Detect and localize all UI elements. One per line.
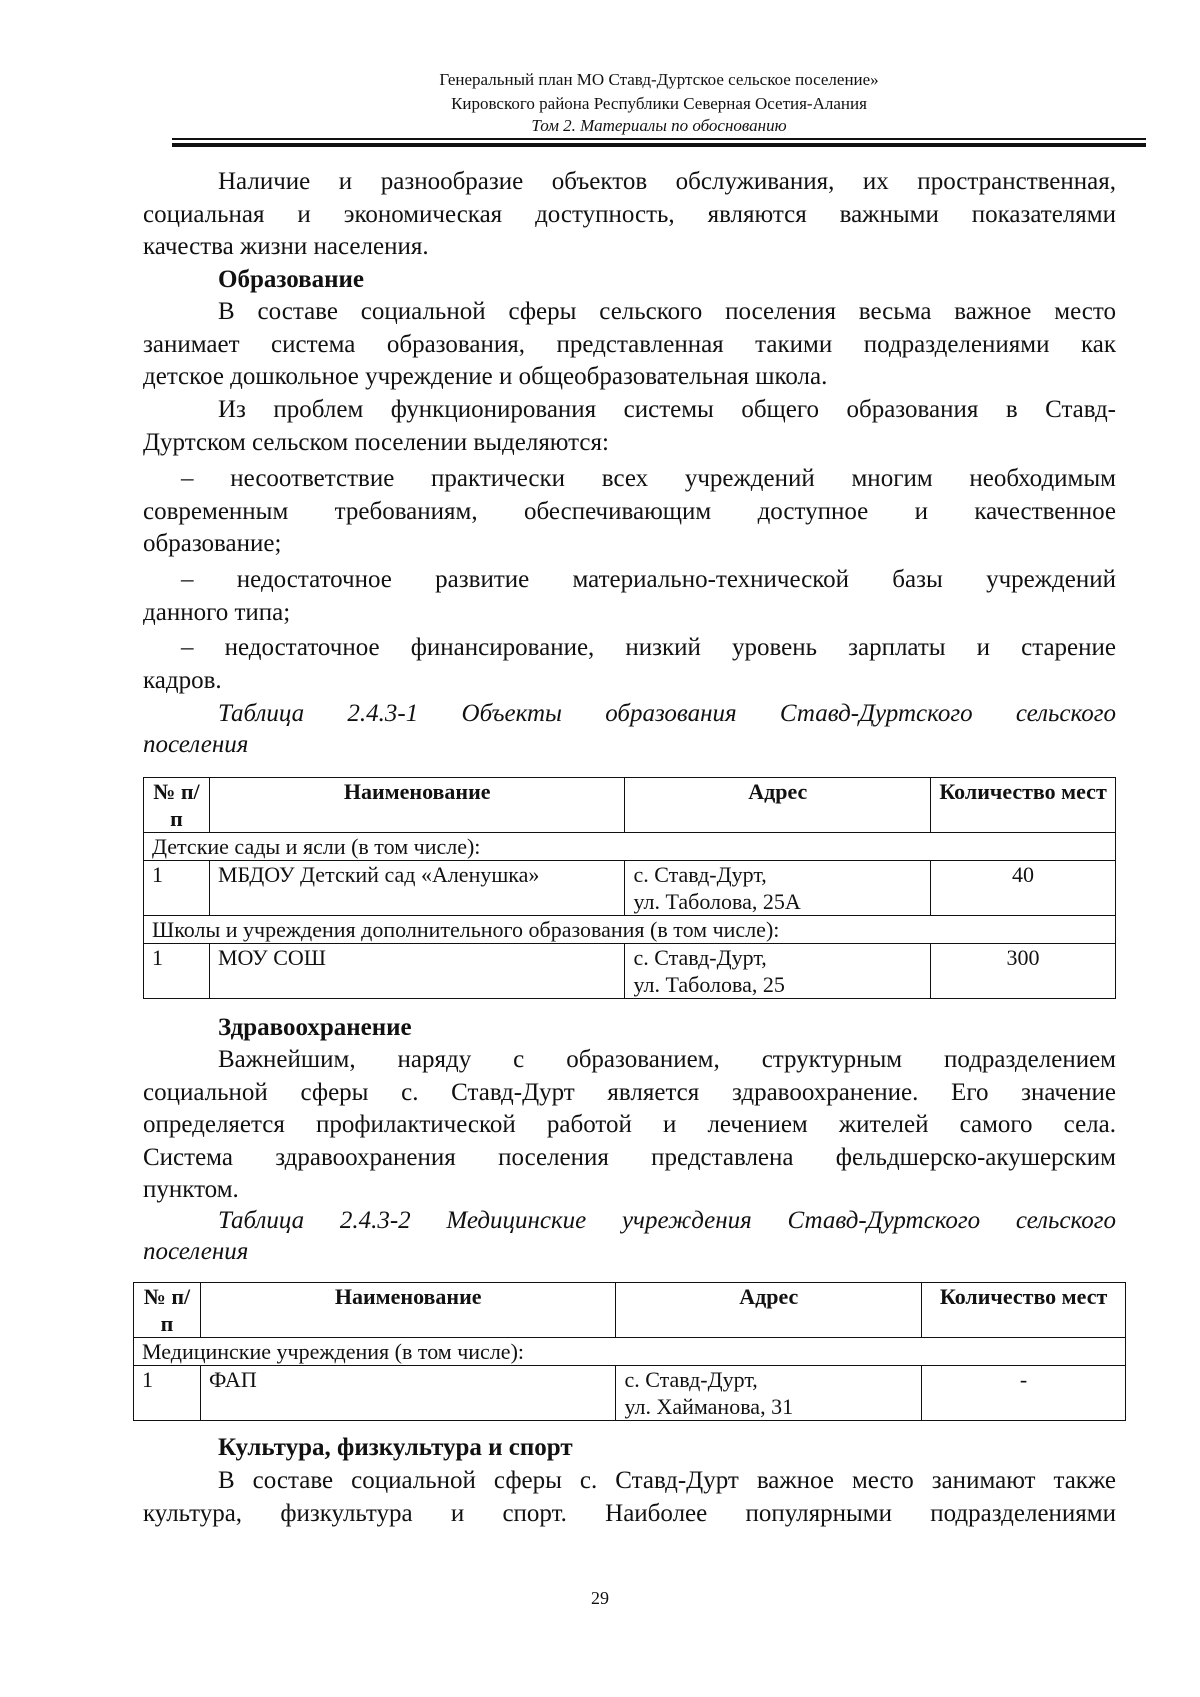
table2-caption	[143, 1205, 1116, 1267]
table-row	[144, 944, 1116, 999]
medical-table	[133, 1282, 1126, 1421]
education-bullet-3	[143, 632, 1116, 697]
address-line: с. Ставд-Дурт,	[624, 1367, 758, 1392]
col-header-capacity: Количество мест	[931, 778, 1116, 833]
cell-name: ФАП	[200, 1366, 616, 1421]
text-line: социальной сферы с. Ставд-Дурт является здравоохранение. Его значение	[143, 1078, 1116, 1106]
address-line: ул. Таболова, 25	[633, 972, 785, 997]
heading-education: Образование	[218, 266, 365, 293]
text-line: Система здравоохранения поселения представлена фельдшерско-акушерским	[143, 1143, 1116, 1171]
table-row	[144, 861, 1116, 916]
heading-culture: Культура, физкультура и спорт	[218, 1434, 573, 1461]
education-bullet-1	[143, 463, 1116, 561]
col-header-name: Наименование	[209, 778, 625, 833]
address-line: с. Ставд-Дурт,	[633, 945, 767, 970]
text-line: – недостаточное развитие материально-технической базы учреждений	[181, 566, 1116, 593]
address-line: ул. Хайманова, 31	[624, 1394, 794, 1419]
header-title: Генеральный план МО Ставд-Дуртское сельское поселение»	[439, 70, 879, 89]
cell-address	[625, 861, 931, 916]
text-line: Таблица 2.4.3-1 Объекты образования Ставд-Дуртского сельского	[218, 700, 1116, 727]
text-line: кадров.	[143, 666, 222, 694]
cell-num: 1	[144, 861, 210, 916]
text-line: Важнейшим, наряду с образованием, структурным подразделением	[218, 1046, 1116, 1073]
page-number: 29	[591, 1588, 609, 1608]
text-line: современным требованиям, обеспечивающим доступное и качественное	[143, 497, 1116, 525]
text-line: определяется профилактической работой и лечением жителей самого села.	[143, 1111, 1116, 1138]
text-line: В составе социальной сферы сельского поселения весьма важное место	[218, 298, 1116, 325]
cell-capacity: 300	[931, 944, 1116, 999]
col-header-address: Адрес	[616, 1283, 922, 1338]
health-paragraph	[143, 1044, 1116, 1207]
group-label: Школы и учреждения дополнительного образования (в том числе):	[144, 916, 1116, 944]
text-line: В составе социальной сферы с. Ставд-Дурт важное место занимают также	[218, 1467, 1116, 1494]
text-line: – недостаточное финансирование, низкий уровень зарплаты и старение	[181, 634, 1116, 661]
text-line: – несоответствие практически всех учреждений многим необходимым	[181, 465, 1116, 492]
culture-paragraph	[143, 1465, 1116, 1530]
table1-caption	[143, 698, 1116, 760]
cell-capacity: -	[922, 1366, 1126, 1421]
table-row	[134, 1366, 1126, 1421]
text-line: качества жизни населения.	[143, 233, 429, 260]
cell-address	[625, 944, 931, 999]
text-line: образование;	[143, 530, 282, 557]
col-header-name: Наименование	[200, 1283, 616, 1338]
text-line: социальная и экономическая доступность, являются важными показателями	[143, 200, 1116, 228]
cell-capacity: 40	[931, 861, 1116, 916]
text-line: детское дошкольное учреждение и общеобразовательная школа.	[143, 363, 828, 390]
text-line: Дуртском сельском поселении выделяются:	[143, 428, 609, 456]
cell-num: 1	[144, 944, 210, 999]
text-line: культура, физкультура и спорт. Наиболее популярными подразделениями	[143, 1499, 1116, 1527]
text-line: Из проблем функционирования системы общего образования в Ставд-	[218, 396, 1116, 423]
cell-address	[616, 1366, 922, 1421]
education-table	[143, 777, 1116, 999]
education-bullet-2	[143, 564, 1116, 629]
text-line: пунктом.	[143, 1176, 239, 1203]
cell-name: МБДОУ Детский сад «Аленушка»	[209, 861, 625, 916]
col-header-address: Адрес	[625, 778, 931, 833]
heading-health: Здравоохранение	[218, 1014, 412, 1041]
education-paragraph-2	[143, 394, 1116, 459]
intro-paragraph	[143, 166, 1116, 264]
col-header-num: № п/п	[134, 1283, 201, 1338]
text-line: Наличие и разнообразие объектов обслуживания, их пространственная,	[218, 168, 1116, 195]
address-line: с. Ставд-Дурт,	[633, 862, 767, 887]
col-header-capacity: Количество мест	[922, 1283, 1126, 1338]
text-line: занимает система образования, представленная такими подразделениями как	[143, 330, 1116, 358]
cell-num: 1	[134, 1366, 201, 1421]
table-group-row	[144, 833, 1116, 861]
group-label: Детские сады и ясли (в том числе):	[144, 833, 1116, 861]
table-group-row	[134, 1338, 1126, 1366]
address-line: ул. Таболова, 25А	[633, 889, 801, 914]
text-line: поселения	[143, 1238, 249, 1265]
header-volume: Том 2. Материалы по обоснованию	[531, 116, 787, 135]
col-header-num: № п/п	[144, 778, 210, 833]
education-paragraph-1	[143, 296, 1116, 394]
table-group-row	[144, 916, 1116, 944]
header-rule-thin	[172, 138, 1146, 140]
text-line: поселения	[143, 731, 249, 758]
cell-name: МОУ СОШ	[209, 944, 625, 999]
header-rule-thick	[172, 143, 1146, 147]
text-line: Таблица 2.4.3-2 Медицинские учреждения Ставд-Дуртского сельского	[218, 1207, 1116, 1234]
group-label: Медицинские учреждения (в том числе):	[134, 1338, 1126, 1366]
text-line: данного типа;	[143, 598, 291, 626]
header-region: Кировского района Республики Северная Осетия-Алания	[451, 94, 867, 113]
table-header-row	[144, 778, 1116, 833]
table-header-row	[134, 1283, 1126, 1338]
